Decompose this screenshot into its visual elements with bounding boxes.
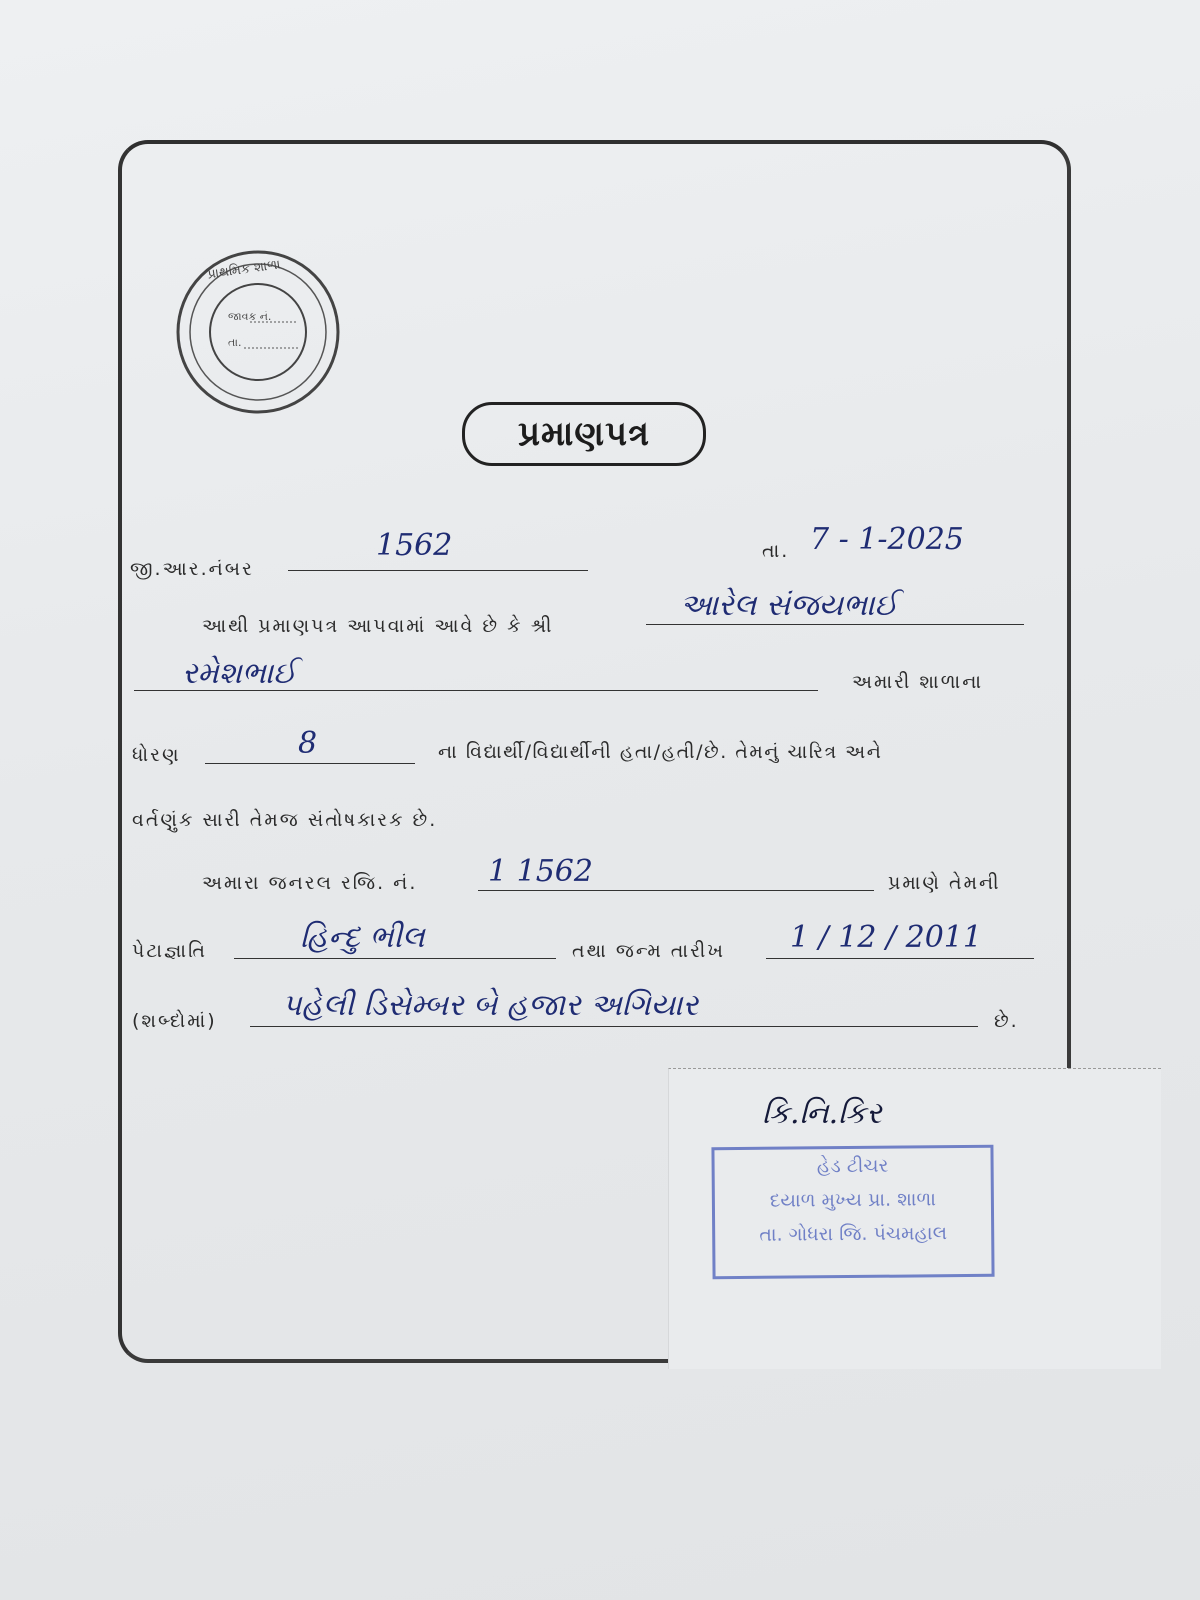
stamp-line1: હેડ ટીચર <box>816 1154 889 1178</box>
headteacher-stamp <box>711 1145 994 1279</box>
conduct-text: વર્તણુંક સારી તેમજ સંતોષકારક છે. <box>132 809 438 831</box>
register-number: 1 1562 <box>488 854 593 889</box>
register-suffix: પ્રમાણે તેમની <box>888 872 1001 894</box>
father-name: રમેશભાઈ <box>182 656 297 691</box>
stamp-line3: તા. ગોધરા જિ. પંચમહાલ <box>759 1222 948 1246</box>
register-label: અમારા જનરલ રજિ. નં. <box>202 872 418 894</box>
birth-words-line <box>250 1026 978 1027</box>
date-value: 7 - 1-2025 <box>810 522 964 557</box>
subcaste-label: પેટાજ્ઞાતિ <box>132 940 207 962</box>
student-name-line <box>646 624 1024 625</box>
intro-text: આથી પ્રમાણપત્ર આપવામાં આવે છે કે શ્રી <box>202 615 554 637</box>
student-name: આરેલ સંજયભાઈ <box>680 588 898 623</box>
words-label: (શબ્દોમાં) <box>132 1010 217 1032</box>
seal-top-text: પ્રાથમિક શાળા <box>206 257 282 283</box>
gr-number-line <box>288 570 588 571</box>
subcaste-line <box>234 958 556 959</box>
birth-date-line <box>766 958 1034 959</box>
seal-line1: જાવક નં. <box>228 310 272 323</box>
date-label: તા. <box>762 540 790 562</box>
school-text: અમારી શાળાના <box>852 671 983 693</box>
words-suffix: છે. <box>994 1010 1019 1032</box>
birth-date-label: તથા જન્મ તારીખ <box>572 940 725 962</box>
subcaste-value: હિન્દુ ભીલ <box>300 920 425 955</box>
birth-date-value: 1 / 12 / 2011 <box>790 920 982 955</box>
certificate-title: પ્રમાણપત્ર <box>462 402 706 466</box>
stamp-line2: દયાળ મુખ્ય પ્રા. શાળા <box>769 1188 937 1212</box>
student-status-text: ના વિદ્યાર્થી/વિદ્યાર્થીની હતા/હતી/છે. તેમનું ચારિત્ર અને <box>438 741 883 763</box>
gr-number-value: 1562 <box>376 528 453 563</box>
headteacher-signature: કિ.નિ.કિર <box>762 1096 882 1131</box>
standard-label: ધોરણ <box>132 744 181 766</box>
register-line <box>478 890 874 891</box>
standard-line <box>205 763 415 764</box>
standard-value: 8 <box>298 726 318 761</box>
school-seal-stamp <box>168 250 348 420</box>
seal-line2: તા. <box>228 336 242 349</box>
birth-date-words: પહેલી ડિસેમ્બર બે હજાર અગિયાર <box>282 988 699 1023</box>
gr-number-label: જી.આર.નંબર <box>130 558 254 580</box>
